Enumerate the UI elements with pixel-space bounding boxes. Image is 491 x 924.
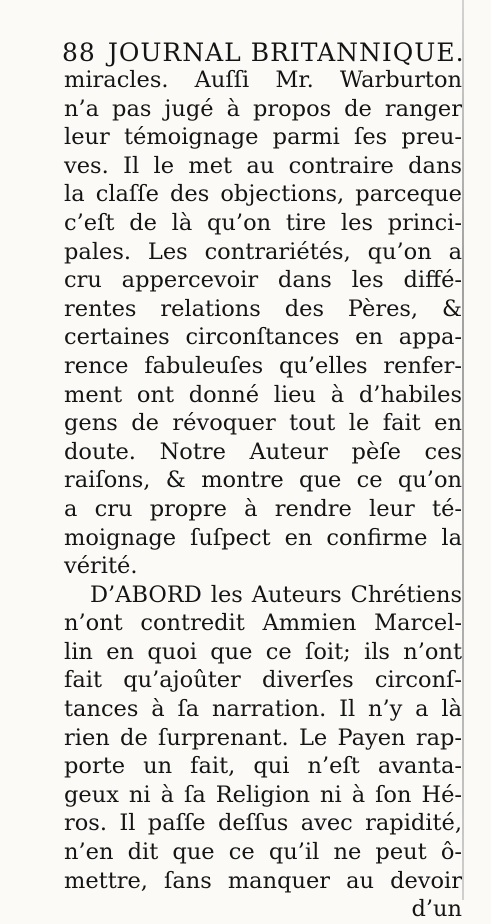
running-title: JOURNAL BRITANNIQUE.: [107, 38, 465, 67]
text-line: doute. Notre Auteur pèſe ces: [64, 438, 462, 465]
text-line: raiſons, & montre que ce qu’on: [64, 467, 462, 494]
text-line: mettre, ſans manquer au devoir: [64, 867, 462, 894]
text-line: a cru propre à rendre leur té-: [64, 495, 462, 522]
text-line: la claſſe des objections, parceque: [64, 181, 462, 208]
text-line: ros. Il paſſe deſſus avec rapidité,: [64, 810, 462, 837]
text-line: n’en dit que ce qu’il ne peut ô-: [64, 839, 462, 866]
text-line: geux ni à ſa Religion ni à ſon Hé-: [64, 781, 462, 808]
page-edge-shadow: [462, 0, 464, 900]
text-line: n’a pas jugé à propos de ranger: [64, 95, 462, 122]
text-line: ves. Il le met au contraire dans: [64, 152, 462, 179]
text-line: fait qu’ajoûter diverſes circonſ-: [64, 667, 462, 694]
page-number: 88: [62, 38, 96, 67]
text-line: gens de révoquer tout le fait en: [64, 410, 462, 437]
text-line: lin en quoi que ce ſoit; ils n’ont: [64, 638, 462, 665]
text-line: rien de ſurprenant. Le Payen rap-: [64, 724, 462, 751]
catchword: d’un: [411, 896, 462, 923]
paragraph-start-line: D’ABORD les Auteurs Chrétiens: [90, 581, 462, 608]
text-line: moignage ſuſpect en confirme la: [64, 524, 462, 551]
paragraph-end-line: vérité.: [64, 553, 138, 580]
text-line: pales. Les contrariétés, qu’on a: [64, 238, 462, 265]
body-text: [64, 66, 462, 924]
text-line: leur témoignage parmi ſes preu-: [64, 124, 462, 151]
text-line: miracles. Auſſi Mr. Warburton: [64, 67, 462, 93]
text-line: certaines circonſtances en appa-: [64, 324, 462, 351]
text-line: cru appercevoir dans les diffé-: [64, 267, 462, 294]
text-line: rentes relations des Pères, &: [64, 295, 462, 322]
running-header: [62, 38, 465, 68]
text-line: rence fabuleuſes qu’elles renfer-: [64, 352, 462, 379]
text-line: tances à ſa narration. Il n’y a là: [64, 696, 462, 723]
text-line: ment ont donné lieu à d’habiles: [64, 381, 462, 408]
text-line: porte un fait, qui n’eſt avanta-: [64, 753, 462, 780]
text-line: c’eſt de là qu’on tire les princi-: [64, 209, 462, 236]
text-line: n’ont contredit Ammien Marcel-: [64, 610, 462, 637]
